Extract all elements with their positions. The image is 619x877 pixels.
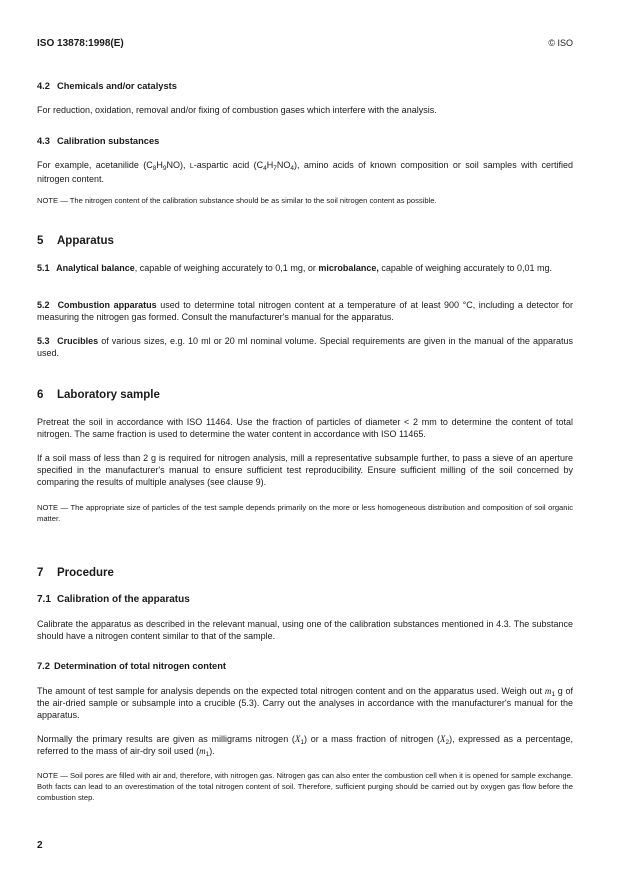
document-id: ISO 13878:1998(E) [37, 38, 124, 49]
heading-4-2: 4.2 Chemicals and/or catalysts [37, 81, 177, 91]
heading-4-3: 4.3 Calibration substances [37, 136, 160, 146]
heading-6: 6 Laboratory sample [37, 389, 160, 401]
paragraph-5-1: 5.1 Analytical balance, capable of weighing accurately to 0,1 mg, or microbalance, capable of weighing accurately to 0,01 mg. [37, 263, 552, 273]
paragraph-7-1: Calibrate the apparatus as described in the relevant manual, using one of the calibration substances mentioned in 4.3. The substance should have a nitrogen content similar to that of the sample. [37, 619, 573, 641]
paragraph-5-2: 5.2 Combustion apparatus used to determine total nitrogen content at a temperature of at least 900 °C, including a detector for measuring the nitrogen gas formed. Consult the manufacturer's manual for the apparatus. [37, 300, 573, 322]
heading-7-2: 7.2 Determination of total nitrogen content [37, 661, 226, 671]
paragraph-6-1: Pretreat the soil in accordance with ISO 11464. Use the fraction of particles of diameter < 2 mm to determine the content of total nitrogen. The same fraction is used to determine the water content in accordance with ISO 11465. [37, 417, 573, 439]
heading-5: 5 Apparatus [37, 235, 114, 247]
paragraph-6-2: If a soil mass of less than 2 g is required for nitrogen analysis, mill a representative subsample further, to pass a sieve of an aperture specified in the manufacturer's manual to ensure sufficient test reproducibility. Ensure sufficient milling of the soil concerned by comparing the results of multiple analyses (see clause 9). [37, 453, 573, 487]
note-4-3: NOTE — The nitrogen content of the calibration substance should be as similar to the soil nitrogen content as possible. [37, 196, 437, 205]
page-number: 2 [37, 840, 43, 851]
paragraph-7-2-2: Normally the primary results are given as milligrams nitrogen $(X_1)$ or a mass fraction of nitrogen $(X_2)$, expressed as a percentage, referred to the mass of air-dry soil used $(m_1)$. [37, 734, 574, 758]
heading-7: 7 Procedure [37, 567, 114, 579]
note-6: NOTE — The appropriate size of particles of the test sample depends primarily on the more or less homogeneous distribution and composition of soil organic matter. [37, 503, 573, 523]
note-7-2: NOTE — Soil pores are filled with air and, therefore, with nitrogen gas. Nitrogen gas can also enter the combustion cell when it is opened for sample exchange. Both facts can lead to an overestimation of the total nitrogen content of soil. Therefore, sufficient purging should be carried out by oxygen gas flow before the combustion step. [37, 771, 573, 802]
paragraph-7-2-1: The amount of test sample for analysis depends on the expected total nitrogen content and on the apparatus used. Weigh out $m_1$ g of the air-dried sample or subsample into a crucible (5.3). Carry out the analyses in accordance with the manufacturer's manual for the apparatus. [37, 686, 573, 720]
paragraph-4-3: For example, acetanilide $(C_8H_9NO)$, L-aspartic acid $(C_4H_7NO_4)$, amino acids of known composition or soil samples with certified nitrogen content. [37, 160, 573, 184]
paragraph-4-2: For reduction, oxidation, removal and/or fixing of combustion gases which interfere with the analysis. [37, 105, 437, 115]
copyright: © ISO [548, 38, 573, 48]
paragraph-5-3: 5.3 Crucibles of various sizes, e.g. 10 ml or 20 ml nominal volume. Special requirements are given in the manual of the apparatus used. [37, 336, 573, 358]
heading-7-1: 7.1 Calibration of the apparatus [37, 594, 190, 605]
